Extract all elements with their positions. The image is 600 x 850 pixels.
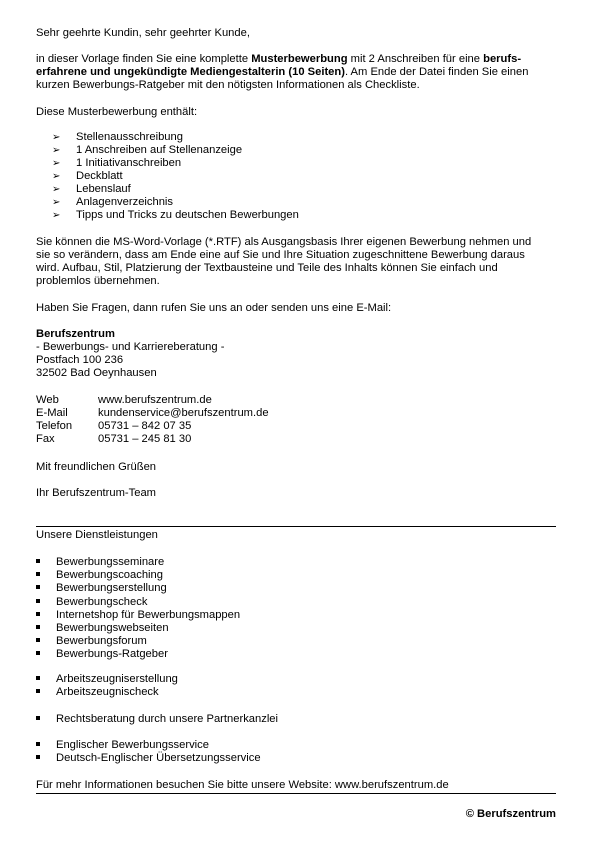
square-bullet-icon (36, 689, 40, 693)
square-bullet-icon (36, 755, 40, 759)
fax-number: 05731 – 245 81 30 (98, 433, 192, 445)
address-block (36, 328, 556, 380)
list-item: ➢ Anlagenverzeichnis (52, 196, 174, 208)
arrow-bullet-icon: ➢ (52, 145, 61, 156)
arrow-bullet-icon: ➢ (52, 158, 61, 169)
list-item: Bewerbungscheck (36, 596, 240, 609)
arrow-bullet-icon: ➢ (52, 132, 61, 143)
list-item: Englischer Bewerbungsservice (36, 739, 261, 752)
list-item: Bewerbungs-Ratgeber (36, 648, 240, 661)
list-item: Rechtsberatung durch unsere Partnerkanzlei (36, 713, 278, 726)
services-heading: Unsere Dienstleistungen (36, 529, 158, 541)
list-item: ➢ 1 Initiativanschreiben (52, 157, 182, 169)
po-box: Postfach 100 236 (36, 354, 124, 366)
arrow-bullet-icon: ➢ (52, 184, 61, 195)
web-link[interactable]: www.berufszentrum.de (98, 394, 212, 406)
footer-divider (36, 793, 556, 794)
contents-list (52, 131, 299, 222)
contact-table (36, 394, 556, 446)
list-item: ➢ Deckblatt (52, 170, 123, 182)
intro-paragraph (36, 53, 556, 92)
list-item: ➢ Lebenslauf (52, 183, 131, 195)
list-item: Bewerbungswebseiten (36, 622, 240, 635)
contact-row-email: E-Mail kundenservice@berufszentrum.de (36, 407, 269, 419)
list-item: Bewerbungsforum (36, 635, 240, 648)
arrow-bullet-icon: ➢ (52, 210, 61, 221)
square-bullet-icon (36, 625, 40, 629)
company-name: Berufszentrum (36, 328, 115, 340)
list-item: Bewerbungscoaching (36, 569, 240, 582)
list-item: Bewerbungserstellung (36, 582, 240, 595)
square-bullet-icon (36, 612, 40, 616)
square-bullet-icon (36, 676, 40, 680)
questions-text: Haben Sie Fragen, dann rufen Sie uns an oder senden uns eine E-Mail: (36, 302, 392, 314)
phone-number: 05731 – 842 07 35 (98, 420, 192, 432)
footer-info: Für mehr Informationen besuchen Sie bitte unsere Website: www.berufszentrum.de (36, 779, 449, 791)
square-bullet-icon (36, 638, 40, 642)
arrow-bullet-icon: ➢ (52, 197, 61, 208)
list-item: Bewerbungsseminare (36, 556, 240, 569)
list-item: ➢ Stellenausschreibung (52, 131, 183, 143)
square-bullet-icon (36, 585, 40, 589)
square-bullet-icon (36, 651, 40, 655)
services-list-1 (36, 556, 240, 662)
list-item: Arbeitszeugnischeck (36, 686, 178, 699)
intro-line-3: kurzen Bewerbungs-Ratgeber mit den nötigsten Informationen als Checkliste. (36, 79, 420, 91)
list-item: Arbeitszeugniserstellung (36, 673, 178, 686)
intro-line-2: erfahrene und ungekündigte Mediengestalterin (10 Seiten). Am Ende der Datei finden Sie einen (36, 66, 529, 78)
closing: Mit freundlichen Grüßen (36, 461, 157, 473)
contact-row-phone: Telefon 05731 – 842 07 35 (36, 420, 192, 432)
city: 32502 Bad Oeynhausen (36, 367, 157, 379)
square-bullet-icon (36, 742, 40, 746)
arrow-bullet-icon: ➢ (52, 171, 61, 182)
signature: Ihr Berufszentrum-Team (36, 487, 156, 499)
services-list-2 (36, 673, 178, 699)
intro-line-1: in dieser Vorlage finden Sie eine komplette Musterbewerbung mit 2 Anschreiben für eine berufs- (36, 53, 522, 65)
contents-heading: Diese Musterbewerbung enthält: (36, 106, 198, 118)
square-bullet-icon (36, 572, 40, 576)
contact-row-fax: Fax 05731 – 245 81 30 (36, 433, 192, 445)
list-item: Internetshop für Bewerbungsmappen (36, 609, 240, 622)
services-list-4 (36, 739, 261, 765)
contact-row-web: Web www.berufszentrum.de (36, 394, 212, 406)
copyright: © Berufszentrum (465, 808, 556, 820)
list-item: Deutsch-Englischer Übersetzungsservice (36, 752, 261, 765)
services-list-3 (36, 713, 278, 726)
square-bullet-icon (36, 716, 40, 720)
square-bullet-icon (36, 559, 40, 563)
company-subtitle: - Bewerbungs- und Karriereberatung - (36, 341, 225, 353)
list-item: ➢ Tipps und Tricks zu deutschen Bewerbungen (52, 209, 299, 221)
list-item: ➢ 1 Anschreiben auf Stellenanzeige (52, 144, 243, 156)
usage-paragraph: Sie können die MS-Word-Vorlage (*.RTF) als Ausgangsbasis Ihrer eigenen Bewerbung nehmen und sie so verändern, dass am Ende eine auf Sie und Ihre Situation zugeschnittene Bewerbung daraus wird. Aufbau, Stil, Platzierung der Textbausteine und Teile des Inhalts können Sie einfach und problemlos übernehmen. (36, 236, 532, 287)
email-link[interactable]: kundenservice@berufszentrum.de (98, 407, 269, 419)
divider (36, 526, 556, 527)
salutation: Sehr geehrte Kundin, sehr geehrter Kunde, (36, 27, 250, 39)
square-bullet-icon (36, 599, 40, 603)
